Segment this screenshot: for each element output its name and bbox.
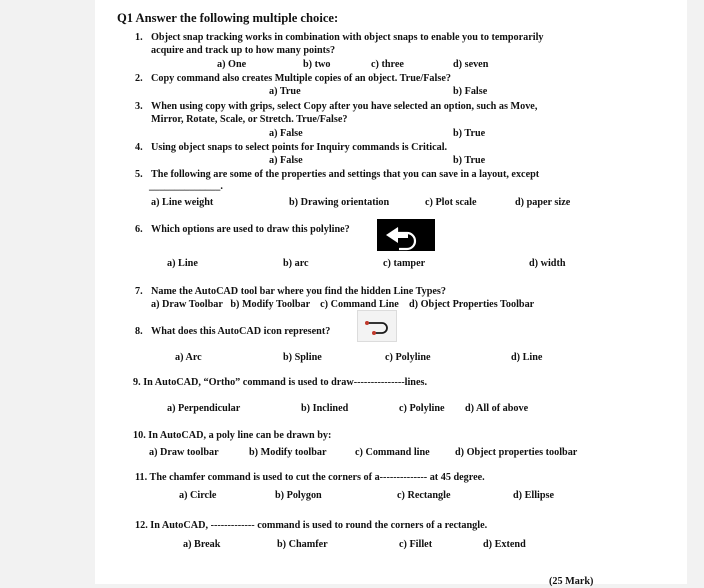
option-c: c) tamper xyxy=(383,258,426,269)
option-b: b) False xyxy=(453,86,488,97)
exam-page xyxy=(95,0,687,587)
question-text: The following are some of the properties and settings that you can save in a layout, except xyxy=(151,169,540,180)
question-text: Object snap tracking works in combination with object snaps to enable you to temporarily xyxy=(151,32,544,43)
option-b: b) True xyxy=(453,128,486,139)
question-text: 9. In AutoCAD, “Ortho” command is used to draw---------------lines. xyxy=(133,377,427,388)
option-d: d) paper size xyxy=(515,197,571,208)
option-c: c) Polyline xyxy=(385,352,431,363)
question-text: When using copy with grips, select Copy after you have selected an option, such as Move, xyxy=(151,101,538,112)
option-c: c) three xyxy=(371,59,404,70)
question-text: Copy command also creates Multiple copies of an object. True/False? xyxy=(151,73,451,84)
question-number: 3. xyxy=(135,101,143,112)
option-a: a) Line weight xyxy=(151,197,214,208)
polyline-tool-icon xyxy=(357,310,397,342)
option-c: c) Polyline xyxy=(399,403,445,414)
question-text: 11. The chamfer command is used to cut the corners of a-------------- at 45 degree. xyxy=(135,472,485,483)
question-number: 7. xyxy=(135,286,143,297)
question-text: What does this AutoCAD icon represent? xyxy=(151,326,331,337)
option-d: d) seven xyxy=(453,59,489,70)
option-a: a) Line xyxy=(167,258,198,269)
option-c: c) Command line xyxy=(355,447,430,458)
question-number: 6. xyxy=(135,224,143,235)
option-b: b) Chamfer xyxy=(277,539,328,550)
option-c: c) Plot scale xyxy=(425,197,477,208)
page-title: Q1 Answer the following multiple choice: xyxy=(117,11,339,25)
question-text-cont: Mirror, Rotate, Scale, or Stretch. True/False? xyxy=(151,114,348,125)
question-text: Using object snaps to select points for Inquiry commands is Critical. xyxy=(151,142,448,153)
question-number: 5. xyxy=(135,169,143,180)
question-text: 10. In AutoCAD, a poly line can be drawn by: xyxy=(133,430,332,441)
question-text: 12. In AutoCAD, ------------- command is used to round the corners of a rectangle. xyxy=(135,520,488,531)
question-text: Which options are used to draw this polyline? xyxy=(151,224,350,235)
option-b: b) arc xyxy=(283,258,309,269)
option-a: a) Arc xyxy=(175,352,202,363)
option-d: d) All of above xyxy=(465,403,529,414)
polyline-arrow-icon xyxy=(377,219,435,251)
option-d: d) Ellipse xyxy=(513,490,555,501)
option-b: b) Spline xyxy=(283,352,322,363)
option-b: b) two xyxy=(303,59,331,70)
option-b: b) Inclined xyxy=(301,403,349,414)
option-a: a) False xyxy=(269,155,303,166)
option-c: c) Fillet xyxy=(399,539,433,550)
option-b: b) Drawing orientation xyxy=(289,197,390,208)
option-a: a) Draw toolbar xyxy=(149,447,219,458)
option-c: c) Rectangle xyxy=(397,490,451,501)
question-number: 8. xyxy=(135,326,143,337)
question-number: 4. xyxy=(135,142,143,153)
option-a: a) Perpendicular xyxy=(167,403,241,414)
option-d: d) width xyxy=(529,258,566,269)
question-number: 2. xyxy=(135,73,143,84)
option-b: b) Modify toolbar xyxy=(249,447,327,458)
option-a: a) Break xyxy=(183,539,221,550)
option-b: b) True xyxy=(453,155,486,166)
option-d: d) Object properties toolbar xyxy=(455,447,578,458)
option-d: d) Line xyxy=(511,352,543,363)
options-line: a) Draw Toolbar b) Modify Toolbar c) Command Line d) Object Properties Toolbar xyxy=(151,299,535,310)
option-a: a) True xyxy=(269,86,301,97)
answer-blank: ______________. xyxy=(149,181,223,192)
option-a: a) False xyxy=(269,128,303,139)
option-d: d) Extend xyxy=(483,539,526,550)
question-number: 1. xyxy=(135,32,143,43)
question-text-cont: acquire and track up to how many points? xyxy=(151,45,336,56)
marks-label: (25 Mark) xyxy=(549,576,594,587)
option-a: a) One xyxy=(217,59,247,70)
option-a: a) Circle xyxy=(179,490,217,501)
question-text: Name the AutoCAD tool bar where you find the hidden Line Types? xyxy=(151,286,446,297)
option-b: b) Polygon xyxy=(275,490,322,501)
